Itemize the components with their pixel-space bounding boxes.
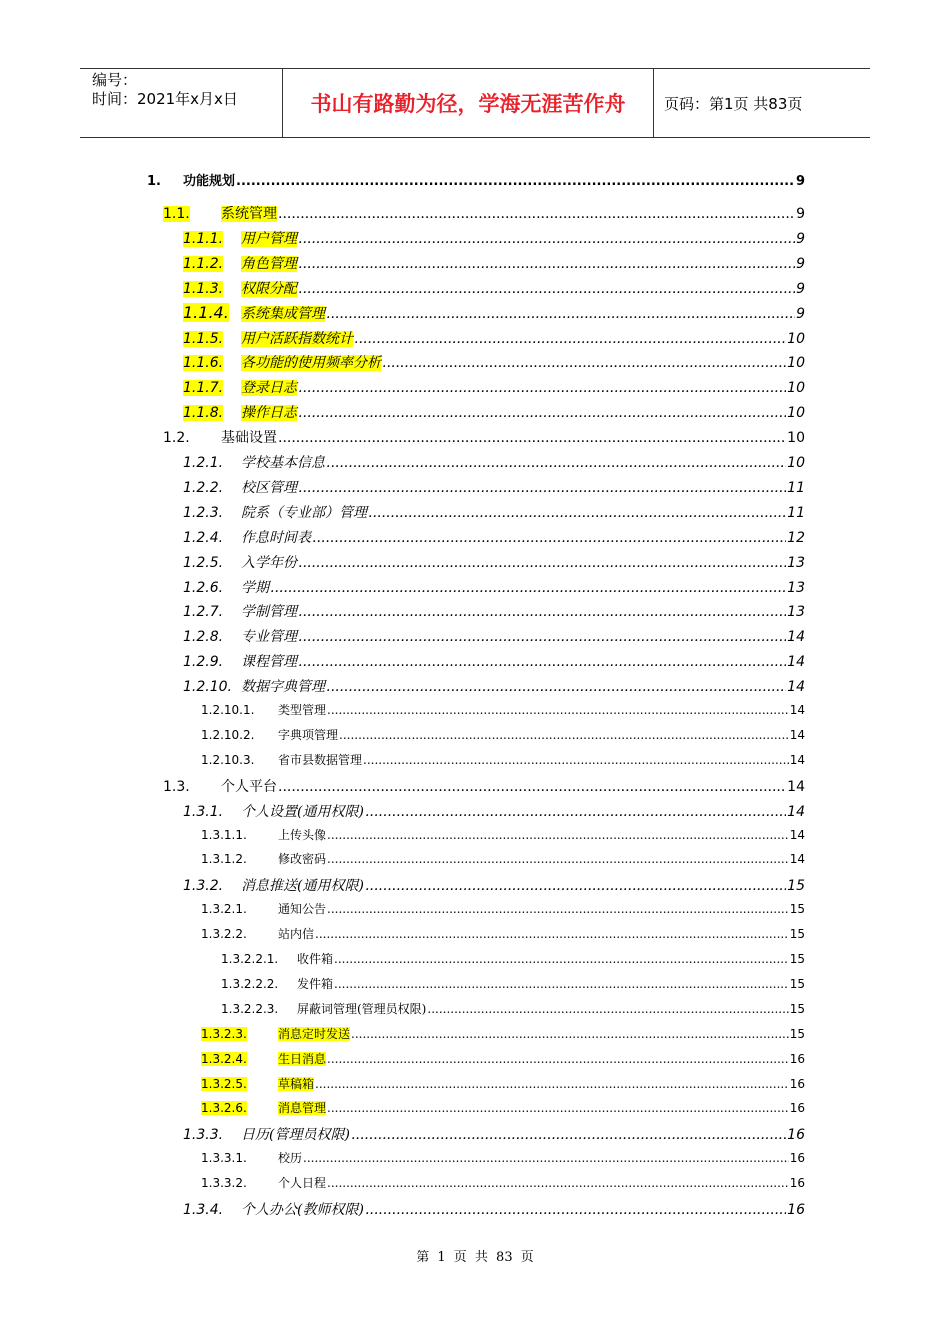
toc-entry-number: 1.2.1. (183, 455, 224, 471)
toc-entry-number: 1.3.2.2.2. (221, 976, 279, 991)
toc-entry-number: 1.3.1. (183, 803, 224, 820)
toc-leader-dots (315, 927, 789, 941)
toc-entry-page: 9 (795, 174, 805, 189)
toc-entry-page: 14 (787, 803, 805, 820)
toc-entry[interactable] (221, 975, 805, 997)
toc-entry[interactable] (183, 228, 805, 250)
toc-entry-title: 角色管理 (241, 255, 297, 272)
toc-entry[interactable] (183, 502, 805, 524)
toc-entry[interactable] (183, 601, 805, 623)
toc-entry-number: 1.1.5. (183, 330, 224, 347)
toc-entry-title: 院系（专业部）管理 (241, 504, 367, 521)
toc-entry[interactable] (183, 402, 805, 424)
toc-entry-title: 操作日志 (241, 405, 297, 422)
toc-leader-dots (334, 977, 789, 991)
toc-entry[interactable] (221, 950, 805, 972)
toc-entry[interactable] (183, 452, 805, 474)
toc-leader-dots (327, 902, 789, 916)
toc-entry-title: 草稿箱 (278, 1076, 315, 1091)
toc-entry-number: 1.1.2. (183, 255, 224, 272)
toc-entry-page: 9 (796, 206, 805, 222)
toc-entry-number: 1.3.2.1. (201, 902, 247, 917)
toc-entry[interactable] (201, 900, 805, 922)
toc-entry-number: 1.1.7. (183, 380, 224, 397)
toc-entry-number: 1.1. (163, 206, 190, 222)
toc-entry-page: 16 (789, 1051, 805, 1066)
toc-entry-page: 14 (789, 827, 805, 842)
toc-leader-dots (298, 604, 786, 620)
toc-entry-title: 个人平台 (221, 778, 277, 795)
page-header (80, 68, 870, 138)
toc-entry-number: 1.1.1. (183, 230, 224, 247)
toc-entry-number: 1.2.8. (183, 629, 224, 646)
page-footer (0, 1246, 950, 1265)
toc-entry[interactable] (183, 303, 805, 325)
toc-entry-title: 消息定时发送 (278, 1026, 351, 1041)
toc-entry-number: 1.2.2. (183, 479, 224, 496)
toc-leader-dots (327, 828, 789, 842)
toc-entry[interactable] (183, 527, 805, 549)
toc-entry[interactable] (183, 676, 805, 698)
toc-entry-page: 14 (789, 752, 805, 767)
toc-entry-number: 1.3.2. (183, 878, 224, 895)
toc-entry-page: 9 (796, 280, 805, 297)
toc-leader-dots (298, 405, 786, 421)
toc-entry-number: 1.2.4. (183, 529, 224, 546)
toc-entry-page: 9 (796, 255, 805, 272)
toc-leader-dots (326, 455, 786, 471)
toc-leader-dots (327, 1052, 789, 1066)
toc-leader-dots (427, 1002, 788, 1016)
toc-entry[interactable] (183, 377, 805, 399)
toc-entry-title: 消息推送(通用权限) (241, 878, 364, 895)
toc-entry[interactable] (201, 701, 805, 723)
toc-entry-page: 9 (796, 305, 805, 322)
toc-leader-dots (365, 804, 786, 820)
toc-entry-number: 1.1.3. (183, 280, 224, 297)
toc-leader-dots (270, 580, 786, 596)
toc-leader-dots (368, 505, 786, 521)
toc-entry-page: 9 (796, 230, 805, 247)
toc-entry-title: 省市县数据管理 (278, 752, 363, 767)
toc-entry-number: 1.3.2.3. (201, 1026, 247, 1041)
toc-entry-number: 1.1.8. (183, 405, 224, 422)
toc-leader-dots (312, 530, 786, 546)
toc-entry-number: 1.3.3.2. (201, 1176, 247, 1191)
toc-leader-dots (354, 331, 786, 347)
toc-entry-page: 13 (787, 604, 805, 621)
time-label: 时间：2021年x月x日 (92, 90, 238, 108)
toc-entry-title: 基础设置 (221, 430, 277, 447)
toc-entry-title: 收件箱 (297, 952, 334, 966)
toc-entry-title: 个人日程 (278, 1176, 327, 1191)
toc-entry-number: 1.3.2.6. (201, 1101, 247, 1116)
toc-entry-title: 站内信 (278, 927, 315, 942)
toc-entry[interactable] (201, 826, 805, 848)
header-left-cell (80, 69, 283, 137)
toc-entry-number: 1.3.2.2.3. (221, 1001, 279, 1016)
toc-entry[interactable] (163, 203, 805, 225)
toc-leader-dots (278, 206, 795, 222)
toc-entry-page: 14 (787, 679, 805, 696)
toc-entry-title: 个人办公(教师权限) (241, 1202, 364, 1218)
toc-entry-title: 专业管理 (241, 629, 297, 646)
toc-entry-title: 上传头像 (278, 827, 327, 842)
toc-entry-title: 类型管理 (278, 703, 327, 717)
toc-leader-dots (351, 1127, 786, 1143)
toc-entry-title: 入学年份 (241, 554, 297, 571)
toc-entry-page: 15 (789, 1001, 805, 1016)
toc-entry-title: 校区管理 (241, 479, 297, 496)
toc-entry-page: 11 (787, 504, 805, 521)
toc-leader-dots (278, 430, 786, 446)
toc-entry-page: 15 (789, 976, 805, 991)
toc-entry-title: 权限分配 (241, 280, 297, 297)
toc-entry[interactable] (183, 552, 805, 574)
toc-entry-page: 15 (789, 952, 805, 966)
toc-leader-dots (236, 174, 795, 189)
toc-entry-title: 登录日志 (241, 380, 297, 397)
toc-entry-page: 12 (787, 529, 805, 546)
toc-entry-page: 10 (787, 455, 805, 471)
toc-entry-page: 14 (787, 778, 805, 795)
code-label: 编号： (92, 71, 138, 89)
toc-entry[interactable] (201, 1174, 805, 1196)
toc-entry-number: 1.1.4. (183, 302, 229, 322)
toc-entry-number: 1.2.10.3. (201, 752, 255, 767)
toc-entry-page: 10 (787, 380, 805, 397)
toc-entry[interactable] (183, 1199, 805, 1221)
toc-entry-number: 1.3.3. (183, 1127, 224, 1144)
toc-leader-dots (339, 728, 789, 742)
toc-entry[interactable] (201, 925, 805, 947)
toc-leader-dots (382, 355, 786, 371)
toc-leader-dots (298, 629, 786, 645)
toc-entry-number: 1.2.10. (183, 679, 232, 696)
toc-leader-dots (298, 380, 786, 396)
toc-entry-number: 1.2.6. (183, 579, 224, 596)
header-page-cell (654, 69, 870, 137)
toc-entry[interactable] (183, 328, 805, 350)
toc-entry[interactable] (201, 850, 805, 872)
toc-entry-title: 校历 (278, 1151, 303, 1166)
toc-entry[interactable] (163, 776, 805, 798)
toc-leader-dots (365, 878, 786, 894)
toc-entry[interactable] (201, 726, 805, 748)
toc-entry-page: 14 (789, 727, 805, 742)
toc-leader-dots (327, 852, 789, 866)
toc-entry-page: 16 (789, 1076, 805, 1091)
toc-entry-title: 消息管理 (278, 1101, 327, 1116)
toc-entry[interactable] (183, 875, 805, 897)
toc-entry-title: 用户管理 (241, 230, 297, 247)
toc-entry-number: 1.2. (163, 430, 190, 447)
toc-entry[interactable] (183, 651, 805, 673)
toc-entry[interactable] (183, 352, 805, 374)
toc-entry-page: 16 (789, 1151, 805, 1166)
toc-entry-number: 1.3.4. (183, 1202, 224, 1218)
toc-entry-title: 日历(管理员权限) (241, 1127, 350, 1144)
toc-entry-page: 11 (787, 479, 805, 496)
toc-entry-number: 1.3.2.2.1. (221, 952, 279, 966)
toc-entry-page: 16 (787, 1202, 805, 1218)
toc-entry-title: 系统管理 (221, 206, 277, 222)
toc-entry-page: 10 (787, 330, 805, 347)
toc-entry[interactable] (183, 577, 805, 599)
toc-leader-dots (327, 703, 789, 717)
toc-entry-title: 个人设置(通用权限) (241, 803, 364, 820)
toc-entry-title: 发件箱 (297, 976, 334, 991)
toc-entry[interactable] (221, 1000, 805, 1022)
toc-leader-dots (278, 779, 786, 795)
toc-entry-title: 学期 (241, 579, 269, 596)
toc-entry-number: 1.3.2.4. (201, 1051, 247, 1066)
toc-entry[interactable] (201, 751, 805, 773)
toc-entry-page: 14 (787, 654, 805, 671)
toc-entry[interactable] (183, 626, 805, 648)
toc-entry-title: 通知公告 (278, 902, 327, 917)
toc-entry[interactable] (147, 170, 805, 192)
toc-entry-page: 13 (787, 579, 805, 596)
toc-entry-number: 1.2.5. (183, 554, 224, 571)
toc-leader-dots (334, 952, 789, 966)
toc-entry[interactable] (163, 427, 805, 449)
toc-entry-page: 10 (787, 405, 805, 422)
toc-entry-number: 1.3.1.1. (201, 827, 247, 842)
toc-entry-title: 屏蔽词管理(管理员权限) (297, 1001, 427, 1016)
toc-entry-title: 学校基本信息 (241, 455, 325, 471)
toc-leader-dots (298, 231, 795, 247)
toc-entry-number: 1.3.3.1. (201, 1151, 247, 1166)
toc-leader-dots (327, 1176, 789, 1190)
toc-entry-page: 15 (789, 902, 805, 917)
motto-text: 书山有路勤为径，学海无涯苦作舟 (310, 92, 626, 116)
toc-entry-title: 用户活跃指数统计 (241, 330, 353, 347)
toc-entry[interactable] (183, 1124, 805, 1146)
toc-entry[interactable] (201, 1149, 805, 1171)
toc-entry[interactable] (201, 1075, 805, 1097)
toc-entry[interactable] (183, 253, 805, 275)
header-motto-cell (283, 69, 654, 137)
toc-entry-title: 字典项管理 (278, 727, 339, 742)
toc-leader-dots (298, 256, 795, 272)
toc-entry-page: 15 (787, 878, 805, 895)
toc-entry-title: 生日消息 (278, 1051, 327, 1066)
toc-leader-dots (326, 679, 786, 695)
toc-entry-page: 16 (789, 1176, 805, 1191)
toc-entry-number: 1. (147, 174, 161, 189)
toc-entry-page: 14 (787, 629, 805, 646)
toc-entry[interactable] (201, 1025, 805, 1047)
toc-entry-page: 15 (789, 927, 805, 942)
toc-entry-number: 1.2.10.1. (201, 703, 255, 717)
toc-entry-number: 1.2.3. (183, 504, 224, 521)
toc-entry-page: 15 (789, 1026, 805, 1041)
toc-entry-number: 1.3.2.2. (201, 927, 247, 942)
toc-leader-dots (315, 1077, 789, 1091)
toc-entry-title: 系统集成管理 (241, 305, 325, 322)
toc-entry-title: 数据字典管理 (241, 679, 325, 696)
toc-entry-number: 1.2.9. (183, 654, 224, 671)
toc-entry-page: 16 (787, 1127, 805, 1144)
toc-entry[interactable] (183, 477, 805, 499)
toc-entry-page: 14 (789, 852, 805, 867)
toc-entry-title: 作息时间表 (241, 529, 311, 546)
toc-entry-number: 1.2.7. (183, 604, 224, 621)
toc-entry-title: 课程管理 (241, 654, 297, 671)
toc-leader-dots (365, 1202, 786, 1218)
toc-entry-page: 14 (789, 703, 805, 717)
toc-entry-number: 1.3. (163, 778, 190, 795)
toc-leader-dots (363, 753, 789, 767)
toc-leader-dots (351, 1027, 789, 1041)
page-info: 页码：第1页 共83页 (664, 94, 803, 113)
toc-entry-number: 1.3.2.5. (201, 1076, 247, 1091)
toc-entry-page: 10 (787, 355, 805, 372)
toc-entry-page: 10 (787, 430, 805, 447)
toc-entry[interactable] (201, 1099, 805, 1121)
toc-entry-number: 1.1.6. (183, 355, 224, 372)
toc-entry[interactable] (201, 1050, 805, 1072)
toc-leader-dots (298, 654, 786, 670)
toc-entry-page: 16 (789, 1101, 805, 1116)
toc-entry-title: 各功能的使用频率分析 (241, 355, 381, 372)
toc-leader-dots (327, 1101, 789, 1115)
toc-entry-number: 1.2.10.2. (201, 727, 255, 742)
toc-entry-number: 1.3.1.2. (201, 852, 247, 867)
toc-entry-page: 13 (787, 554, 805, 571)
toc-entry[interactable] (183, 801, 805, 823)
toc-leader-dots (298, 281, 795, 297)
toc-leader-dots (326, 306, 795, 322)
footer-page-text: 第 1 页 共 83 页 (416, 1250, 534, 1265)
toc-leader-dots (298, 555, 786, 571)
toc-leader-dots (298, 480, 786, 496)
toc-entry-title: 修改密码 (278, 852, 327, 867)
toc-entry[interactable] (183, 278, 805, 300)
toc-entry-title: 功能规划 (183, 174, 236, 189)
toc-leader-dots (303, 1151, 789, 1165)
toc-entry-title: 学制管理 (241, 604, 297, 621)
